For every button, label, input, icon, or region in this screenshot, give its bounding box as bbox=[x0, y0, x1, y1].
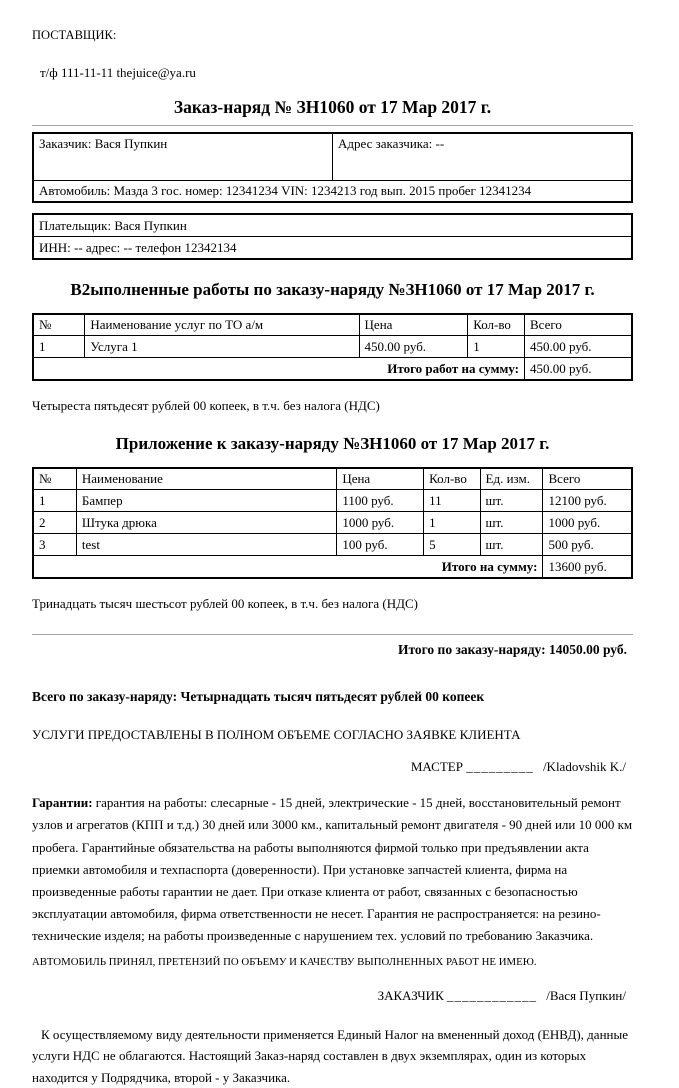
customer-info-table bbox=[32, 132, 633, 203]
works-amount-in-words: Четыреста пятьдесят рублей 00 копеек, в т.ч. без налога (НДС) bbox=[32, 398, 380, 414]
document-title: Заказ-наряд № ЗН1060 от 17 Мар 2017 г. bbox=[173, 97, 492, 117]
table-cell: 450.00 руб. bbox=[525, 336, 633, 358]
column-header: Цена bbox=[337, 468, 424, 490]
table-cell: 11 bbox=[424, 490, 480, 512]
table-cell: 1000 руб. bbox=[543, 512, 632, 534]
vehicle-cell: Автомобиль: Мазда 3 гос. номер: 12341234 VIN: 1234213 год вып. 2015 пробег 12341234 bbox=[33, 181, 632, 203]
table-cell: 1 bbox=[468, 336, 525, 358]
totals-divider bbox=[32, 634, 633, 635]
payer-table bbox=[32, 213, 633, 260]
table-cell: шт. bbox=[480, 512, 543, 534]
column-header: № bbox=[33, 314, 85, 336]
tax-note-paragraph: К осуществляемому виду деятельности применяется Единый Налог на вмененный доход (ЕНВД), данные услуги НДС не облагаются. Настоящий Заказ-наряд составлен в двух экземплярах, один из которых находится у Подрядчика, второй - у Заказчика. bbox=[32, 1027, 628, 1085]
table-header-row bbox=[33, 468, 632, 490]
table-row bbox=[33, 490, 632, 512]
master-signature bbox=[32, 759, 633, 775]
inn-cell: ИНН: -- адрес: -- телефон 12342134 bbox=[33, 237, 632, 260]
supplier-contact: т/ф 111-11-11 thejuice@ya.ru bbox=[40, 65, 196, 80]
table-cell: 450.00 руб. bbox=[359, 336, 468, 358]
table-row bbox=[33, 181, 632, 203]
table-row bbox=[33, 534, 632, 556]
table-header-row bbox=[33, 314, 632, 336]
table-cell: 1000 руб. bbox=[337, 512, 424, 534]
table-cell: 12100 руб. bbox=[543, 490, 632, 512]
parts-section-heading: Приложение к заказу-наряду №ЗН1060 от 17 Мар 2017 г. bbox=[115, 434, 550, 454]
table-cell: 1 bbox=[33, 336, 85, 358]
table-cell: test bbox=[76, 534, 336, 556]
table-cell: Бампер bbox=[76, 490, 336, 512]
customer-signature-name: /Вася Пупкин/ bbox=[546, 988, 626, 1004]
column-header: Кол-во bbox=[468, 314, 525, 336]
column-header: Кол-во bbox=[424, 468, 480, 490]
table-cell: Штука дрюка bbox=[76, 512, 336, 534]
column-header: № bbox=[33, 468, 76, 490]
table-total-row bbox=[33, 358, 632, 381]
master-signature-label: МАСТЕР bbox=[410, 759, 463, 775]
supplier-label: ПОСТАВЩИК: bbox=[32, 28, 117, 42]
table-total-row bbox=[33, 556, 632, 579]
warranty-paragraph bbox=[32, 792, 633, 947]
table-cell: 1 bbox=[33, 490, 76, 512]
works-section-heading: В2ыполненные работы по заказу-наряду №ЗН1060 от 17 Мар 2017 г. bbox=[70, 280, 595, 299]
table-cell: 5 bbox=[424, 534, 480, 556]
column-header: Всего bbox=[525, 314, 633, 336]
services-provided-note: УСЛУГИ ПРЕДОСТАВЛЕНЫ В ПОЛНОМ ОБЪЕМЕ СОГЛАСНО ЗАЯВКЕ КЛИЕНТА bbox=[32, 727, 521, 743]
table-row bbox=[33, 237, 632, 260]
payer-cell: Плательщик: Вася Пупкин bbox=[33, 214, 632, 237]
master-signature-name: /Kladovshik K./ bbox=[542, 759, 626, 775]
order-total: Итого по заказу-наряду: 14050.00 руб. bbox=[397, 642, 627, 658]
works-total-value: 450.00 руб. bbox=[525, 358, 633, 381]
column-header: Всего bbox=[543, 468, 632, 490]
table-cell: 500 руб. bbox=[543, 534, 632, 556]
works-table bbox=[32, 313, 633, 381]
table-row bbox=[33, 336, 632, 358]
parts-amount-in-words: Тринадцать тысяч шестьсот рублей 00 копеек, в т.ч. без налога (НДС) bbox=[32, 596, 418, 612]
order-total-in-words: Всего по заказу-наряду: Четырнадцать тысяч пятьдесят рублей 00 копеек bbox=[32, 689, 485, 705]
customer-cell: Заказчик: Вася Пупкин bbox=[33, 133, 333, 181]
table-cell: 1 bbox=[424, 512, 480, 534]
table-cell: 3 bbox=[33, 534, 76, 556]
table-row bbox=[33, 133, 632, 181]
customer-address-cell: Адрес заказчика: -- bbox=[333, 133, 633, 181]
parts-table bbox=[32, 467, 633, 579]
column-header: Ед. изм. bbox=[480, 468, 543, 490]
column-header: Наименование услуг по ТО а/м bbox=[85, 314, 359, 336]
works-total-label: Итого работ на сумму: bbox=[33, 358, 525, 381]
table-row bbox=[33, 512, 632, 534]
master-signature-line: _________ bbox=[466, 759, 534, 775]
table-cell: 100 руб. bbox=[337, 534, 424, 556]
customer-signature-label: ЗАКАЗЧИК bbox=[377, 988, 444, 1004]
document-page bbox=[0, 28, 679, 1088]
acceptance-statement: АВТОМОБИЛЬ ПРИНЯЛ, ПРЕТЕНЗИЙ ПО ОБЪЕМУ И КАЧЕСТВУ ВЫПОЛНЕННЫХ РАБОТ НЕ ИМЕЮ. bbox=[32, 956, 537, 969]
table-row bbox=[33, 214, 632, 237]
table-cell: Услуга 1 bbox=[85, 336, 359, 358]
warranty-text: гарантия на работы: слесарные - 15 дней, электрические - 15 дней, восстановительный ремонт узлов и агрегатов (КПП и т.д.) 30 дней или 3000 км., капитальный ремонт двигателя - 90 дней или 10 000 км пробега. Гарантийные обязательства на работы выполняются фирмой только при предъявлении акта приемки автомобиля и техпаспорта (доверенности). При установке запчастей клиента, фирма на произведенные работы гарантии не дает. При отказе клиента от работ, связанных с безопасностью эксплуатации автомобиля, фирма ответственности не несет. Гарантия не распространяется: на резино-технические изделя; на работы произведенные с нарушением тех. условий по требованию Заказчика. bbox=[32, 795, 633, 943]
table-cell: шт. bbox=[480, 490, 543, 512]
parts-total-value: 13600 руб. bbox=[543, 556, 632, 579]
title-divider bbox=[32, 125, 633, 126]
table-cell: 2 bbox=[33, 512, 76, 534]
table-cell: 1100 руб. bbox=[337, 490, 424, 512]
column-header: Наименование bbox=[76, 468, 336, 490]
customer-signature-line: ____________ bbox=[447, 988, 537, 1004]
parts-total-label: Итого на сумму: bbox=[33, 556, 543, 579]
column-header: Цена bbox=[359, 314, 468, 336]
customer-signature bbox=[32, 988, 633, 1004]
warranty-label: Гарантии: bbox=[32, 795, 93, 811]
table-cell: шт. bbox=[480, 534, 543, 556]
